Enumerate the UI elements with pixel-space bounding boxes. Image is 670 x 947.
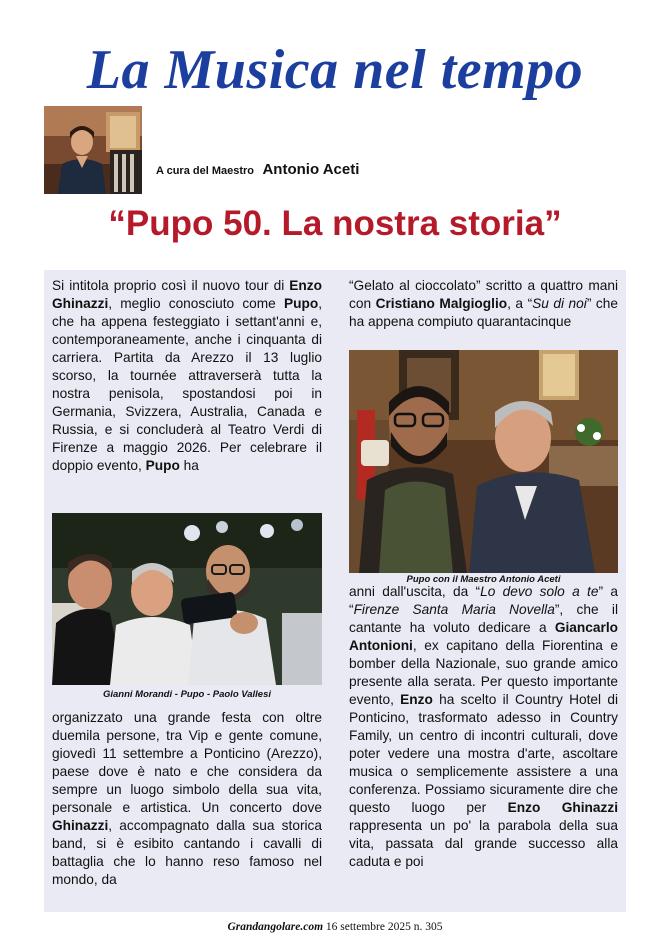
article-text-run: ha scelto il Country Hotel di Ponticino, trasformato adesso in Country Family, un centro di incontri culturali, dove poter vedere una mostra d'arte, ascoltare musica o semplicemente assistere a una conferenza. Possiamo sicuramente dire che questo luogo per: [349, 692, 618, 815]
page-footer: [0, 921, 670, 933]
article-text-run: , ex capitano della Fiorentina e bomber della Nazionale, suo grande amico presente alla serata. Per questo importante evento,: [349, 638, 618, 707]
article-text-run: , che ha appena festeggiato i settant'anni e, contemporaneamente, anche i cinquanta di carriera. Partita da Arezzo il 13 luglio scorso, la tournée attraverserà tutta la nostra penisola, spostandosi poi in Germania, Svizzera, Australia, Canada e Russia, e si concluderà al Teatro Verdi di Firenze a maggio 2026. Per celebrare il doppio evento,: [52, 296, 322, 473]
byline-author: Antonio Aceti: [262, 161, 360, 178]
article-text-run: Ghinazzi: [52, 818, 109, 833]
photo-2-caption: Pupo con il Maestro Antonio Aceti: [406, 574, 561, 585]
masthead-title: La Musica nel tempo: [86, 39, 584, 101]
article-text-run: Su di noi: [532, 296, 587, 311]
article-column-2-bottom: [349, 583, 618, 871]
article-text-run: ” che ha appena compiuto quarantacinque: [349, 296, 618, 329]
byline-prefix: A cura del Maestro: [156, 165, 255, 177]
article-text-run: Pupo: [145, 458, 180, 473]
article-text-run: ” a “: [349, 584, 618, 617]
article-column-2-top: [349, 277, 618, 331]
article-text-run: , accompagnato dalla sua storica band, si è esibito cantando i cavalli di battaglia che lo hanno reso famoso nel mondo, da: [52, 818, 322, 887]
article-column-1-top: [52, 277, 322, 475]
article-text-run: ha: [179, 458, 199, 473]
article-text-run: Enzo Ghinazzi: [507, 800, 618, 815]
article-text-run: organizzato una grande festa con oltre duemila persone, tra Vip e gente comune, giovedì 11 settembre a Ponticino (Arezzo), paese dove è nato e che considera da sempre un luogo simbolo della sua vita, personale e artistica. Un concerto dove: [52, 710, 322, 815]
article-text-run: Enzo Ghinazzi: [52, 278, 322, 311]
article-text-run: anni dall'uscita, da “: [349, 584, 481, 599]
author-portrait-photo: [44, 106, 142, 194]
article-text-run: Pupo: [283, 296, 319, 311]
article-text-run: “Gelato al cioccolato” scritto a quattro mani con: [349, 278, 618, 311]
footer-issue: 16 settembre 2025 n. 305: [325, 921, 443, 933]
article-text-run: Lo devo solo a te: [480, 584, 599, 599]
article-text-run: , meglio conosciuto come: [108, 296, 284, 311]
article-text-run: Firenze Santa Maria Novella: [353, 602, 555, 617]
photo-morandi-pupo-vallesi: [52, 513, 322, 685]
photo-pupo-aceti: [349, 350, 618, 573]
article-headline: “Pupo 50. La nostra storia”: [108, 204, 562, 243]
article-text-run: Si intitola proprio così il nuovo tour di: [52, 278, 290, 293]
byline: [156, 161, 359, 179]
article-text-run: ”, che il cantante ha voluto dedicare a: [349, 602, 618, 635]
article-text-run: Giancarlo Antonioni: [349, 620, 618, 653]
footer-site: Grandangolare.com: [227, 921, 324, 933]
article-text-run: Cristiano Malgioglio: [375, 296, 508, 311]
article-text-run: , a “: [507, 296, 533, 311]
photo-1-caption: Gianni Morandi - Pupo - Paolo Vallesi: [102, 689, 272, 700]
article-text-run: Enzo: [400, 692, 433, 707]
article-column-1-bottom: [52, 709, 322, 889]
article-text-run: rappresenta un po' la parabola della sua vita, passata dal grande successo alla caduta e poi: [349, 818, 618, 869]
